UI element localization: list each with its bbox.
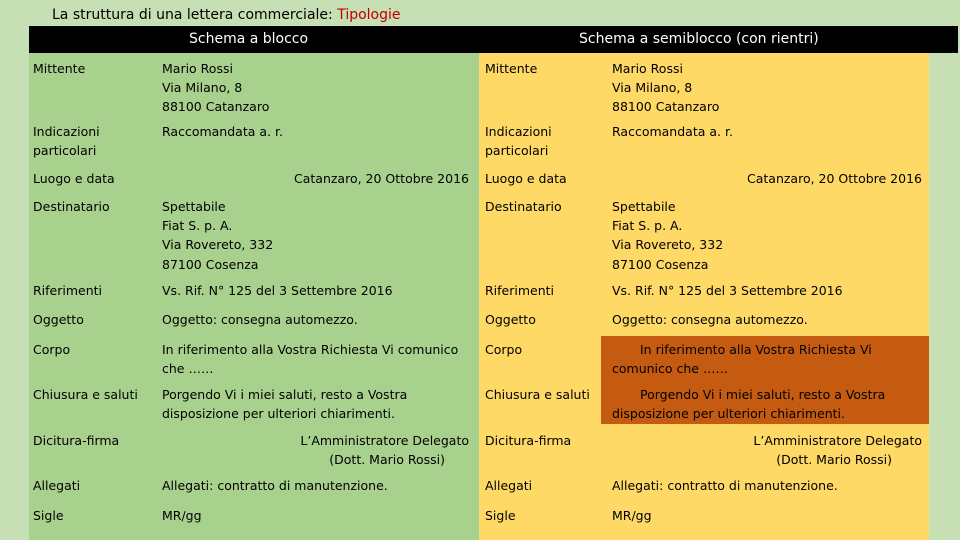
header-semiblock: Schema a semiblocco (con rientri) (579, 31, 819, 47)
luogo-data-value: Catanzaro, 20 Ottobre 2016 (294, 171, 469, 186)
r-firma-line2: (Dott. Mario Rossi) (776, 452, 892, 467)
label-indicazioni: Indicazioni (33, 124, 100, 139)
indicazioni-value: Raccomandata a. r. (162, 124, 283, 139)
r-label-corpo: Corpo (485, 342, 523, 357)
r-label-mittente: Mittente (485, 61, 538, 76)
r-label-indicazioni: Indicazioni (485, 124, 552, 139)
destinatario-line1: Spettabile (162, 199, 226, 214)
corpo-line1: In riferimento alla Vostra Richiesta Vi comunico (162, 342, 459, 357)
header-block: Schema a blocco (189, 31, 309, 47)
destinatario-line2: Fiat S. p. A. (162, 218, 233, 233)
r-mittente-city: 88100 Catanzaro (612, 99, 720, 114)
r-label-sigle: Sigle (485, 508, 516, 523)
mittente-city: 88100 Catanzaro (162, 99, 270, 114)
r-label-luogo-data: Luogo e data (485, 171, 567, 186)
label-chiusura: Chiusura e saluti (33, 387, 138, 402)
label-corpo: Corpo (33, 342, 71, 357)
r-destinatario-line2: Fiat S. p. A. (612, 218, 683, 233)
label-dicitura: Dicitura-firma (33, 433, 120, 448)
r-riferimenti-value: Vs. Rif. N° 125 del 3 Settembre 2016 (612, 283, 843, 298)
table-header (29, 26, 958, 53)
r-mittente-street: Via Milano, 8 (612, 80, 693, 95)
slide-title (52, 6, 401, 24)
r-oggetto-value: Oggetto: consegna automezzo. (612, 312, 808, 327)
r-label-oggetto: Oggetto (485, 312, 536, 327)
r-label-allegati: Allegati (485, 478, 533, 493)
corpo-line2: che …… (162, 361, 214, 376)
destinatario-line4: 87100 Cosenza (162, 257, 259, 272)
label-oggetto: Oggetto (33, 312, 84, 327)
title-prefix: La struttura di una lettera commerciale: (52, 7, 338, 23)
r-label-destinatario: Destinatario (485, 199, 562, 214)
mittente-street: Via Milano, 8 (162, 80, 243, 95)
label-particolari: particolari (33, 143, 97, 158)
r-sigle-value: MR/gg (612, 508, 652, 523)
r-label-particolari: particolari (485, 143, 549, 158)
label-allegati: Allegati (33, 478, 81, 493)
chiusura-line2: disposizione per ulteriori chiarimenti. (162, 406, 396, 421)
label-riferimenti: Riferimenti (33, 283, 103, 298)
r-corpo-line1: In riferimento alla Vostra Richiesta Vi (640, 342, 872, 357)
allegati-value: Allegati: contratto di manutenzione. (162, 478, 388, 493)
destinatario-line3: Via Rovereto, 332 (162, 237, 274, 252)
chiusura-line1: Porgendo Vi i miei saluti, resto a Vostra (162, 387, 408, 402)
mittente-name: Mario Rossi (162, 61, 233, 76)
r-label-dicitura: Dicitura-firma (485, 433, 572, 448)
r-destinatario-line3: Via Rovereto, 332 (612, 237, 724, 252)
r-firma-line1: L’Amministratore Delegato (753, 433, 922, 448)
r-corpo-line2: comunico che …… (612, 361, 728, 376)
r-label-riferimenti: Riferimenti (485, 283, 555, 298)
title-accent: Tipologie (337, 7, 401, 23)
r-label-chiusura: Chiusura e saluti (485, 387, 590, 402)
oggetto-value: Oggetto: consegna automezzo. (162, 312, 358, 327)
label-mittente: Mittente (33, 61, 86, 76)
r-allegati-value: Allegati: contratto di manutenzione. (612, 478, 838, 493)
r-luogo-data-value: Catanzaro, 20 Ottobre 2016 (747, 171, 922, 186)
firma-line2: (Dott. Mario Rossi) (329, 452, 445, 467)
r-destinatario-line1: Spettabile (612, 199, 676, 214)
r-indicazioni-value: Raccomandata a. r. (612, 124, 733, 139)
sigle-value: MR/gg (162, 508, 202, 523)
riferimenti-value: Vs. Rif. N° 125 del 3 Settembre 2016 (162, 283, 393, 298)
label-destinatario: Destinatario (33, 199, 110, 214)
label-luogo-data: Luogo e data (33, 171, 115, 186)
firma-line1: L’Amministratore Delegato (300, 433, 469, 448)
r-chiusura-line1: Porgendo Vi i miei saluti, resto a Vostra (640, 387, 886, 402)
label-sigle: Sigle (33, 508, 64, 523)
r-destinatario-line4: 87100 Cosenza (612, 257, 709, 272)
r-mittente-name: Mario Rossi (612, 61, 683, 76)
r-chiusura-line2: disposizione per ulteriori chiarimenti. (612, 406, 846, 421)
